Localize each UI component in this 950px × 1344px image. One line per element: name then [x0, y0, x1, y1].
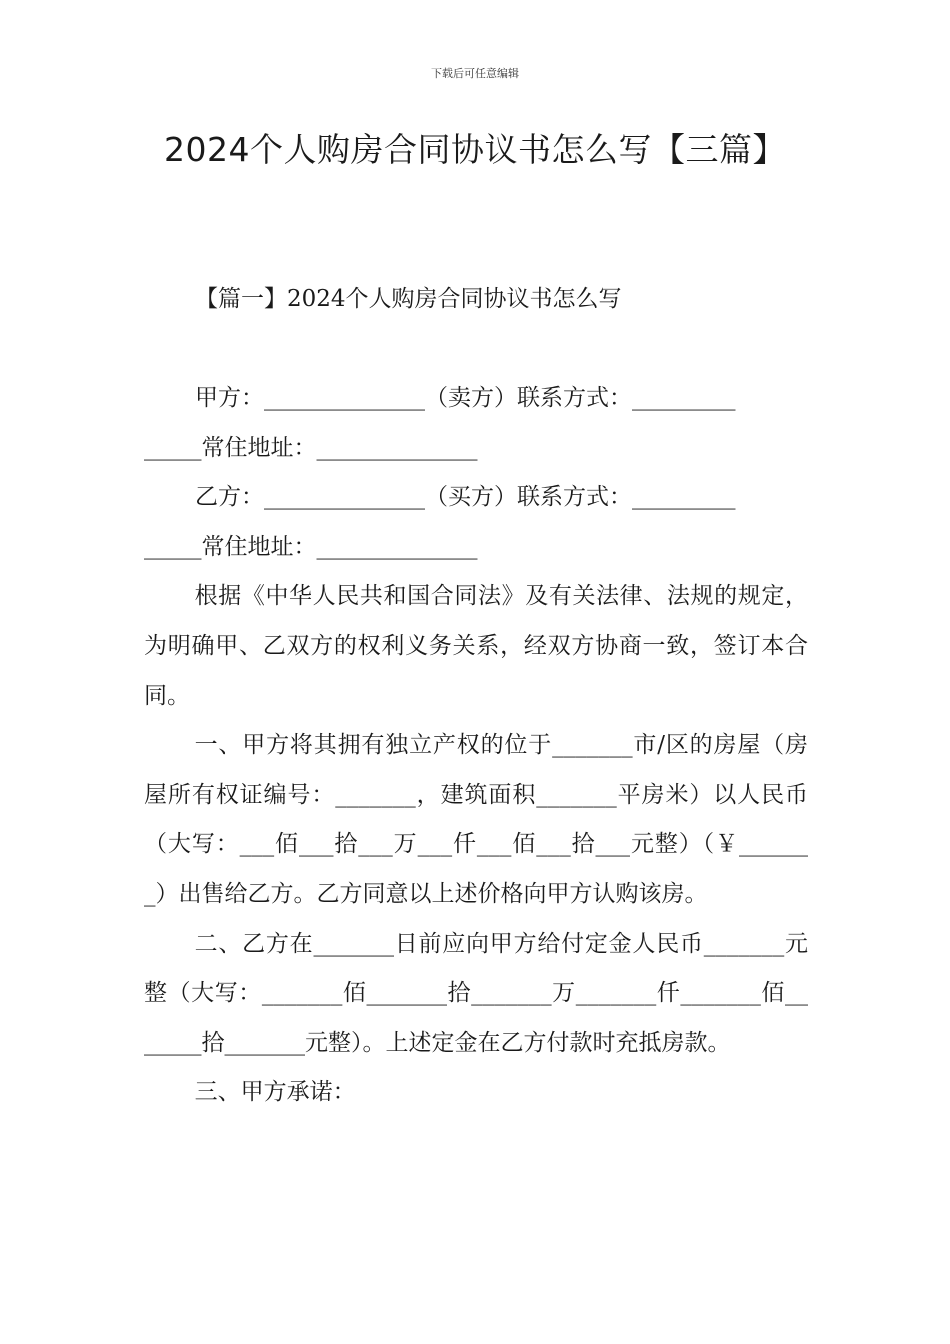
party-a-line-2: _____常住地址：______________: [144, 434, 478, 461]
party-a-line-1: 甲方：______________（卖方）联系方式：_________: [195, 385, 736, 411]
document-title: 2024个人购房合同协议书怎么写【三篇】: [164, 130, 786, 169]
party-b-line-1: 乙方：______________（买方）联系方式：_________: [195, 484, 736, 511]
contract-body: [144, 374, 808, 1118]
clause-3-paragraph: 三、甲方承诺：: [194, 1079, 356, 1106]
clause-1-paragraph: 一、甲方将其拥有独立产权的位于_______市/区的房屋（房屋所有权证编号：_______，建筑面积_______平房米）以人民币（大写：___佰___拾___万___仟___佰___拾___元整）（￥_______）出售给乙方。乙方同意以上述价格向甲方认购该房。: [144, 732, 808, 907]
party-b-line-2: _____常住地址：______________: [144, 533, 478, 560]
clause-2-paragraph: 二、乙方在_______日前应向甲方给付定金人民币_______元整（大写：_______佰_______拾_______万_______仟_______佰_______拾_______元整）。上述定金在乙方付款时充抵房款。: [144, 930, 809, 1056]
basis-paragraph: 根据《中华人民共和国合同法》及有关法律、法规的规定，为明确甲、乙双方的权利义务关系，经双方协商一致，签订本合同。: [144, 583, 808, 709]
section-title: 【篇一】2024个人购房合同协议书怎么写: [195, 286, 622, 312]
header-note: 下载后可任意编辑: [431, 67, 519, 80]
